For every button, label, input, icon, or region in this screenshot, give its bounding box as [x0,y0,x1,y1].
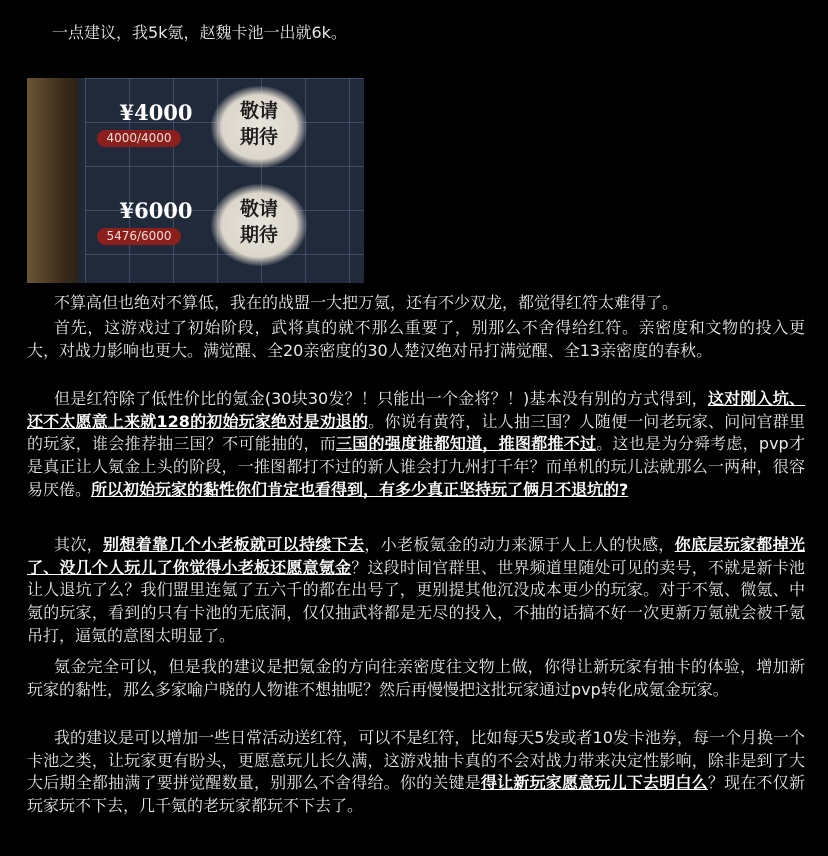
image-border-strip [27,78,78,283]
seal-line-1: 敬请 [239,100,278,122]
p3-emphasis-2: 三国的强度谁都知道，推图都推不过 [336,434,597,454]
p3-emphasis-1: 这对刚入坑、还不太愿意上来就128的初始玩家绝对是劝退的 [27,389,805,431]
p6-text: 我的建议是可以增加一些日常活动送红符，可以不是红符，比如每天5发或者10发卡池券，每一个月换一个卡池之类，让玩家更有盼头，更愿意玩儿长久满，这游戏抽卡真的不会对战力带来决定性影响，除非是到了大大后期全都抽满了要拼觉醒数量，别那么不舍得给。你的关键是 [27,728,805,793]
tier-progress-badge: 5476/6000 [97,228,181,245]
paragraph-6 [27,727,805,818]
p4-text: ，小老板氪金的动力来源于人上人的快感， [364,535,675,554]
tier-price: ¥6000 [119,198,193,223]
paragraph-1: 不算高但也绝对不算低，我在的战盟一大把万氪，还有不少双龙，都觉得红符太难得了。 [54,293,679,312]
seal-line-2: 期待 [239,126,278,148]
tier-progress-badge: 4000/4000 [97,130,181,147]
coming-soon-seal [211,184,307,266]
p4-text: ？这段时间官群里、世界频道里随处可见的卖号，不就是新卡池让人退坑了么？我们盟里连氪了五六千的都在出号了，更别提其他沉没成本更少的玩家。对于不氪、微氪、中氪的玩家，看到的只有卡池的无底洞，仅仅抽武将都是无尽的投入，不抽的话搞不好一次更新万氪就会被千氪吊打，逼氪的意图太明显了。 [27,557,805,645]
paragraph-2: 首先，这游戏过了初始阶段，武将真的就不那么重要了，别那么不舍得给红符。亲密度和文物的投入更大，对战力影响也更大。满觉醒、全20亲密度的30人楚汉绝对吊打满觉醒、全13亲密度的春秋。 [27,318,805,360]
seal-line-2: 期待 [239,224,278,246]
intro-line: 一点建议，我5k氪，赵魏卡池一出就6k。 [52,23,347,42]
tier-price: ¥4000 [119,100,193,125]
paragraph-5: 氪金完全可以，但是我的建议是把氪金的方向往亲密度往文物上做，你得让新玩家有抽卡的体验，增加新玩家的黏性，那么多家喻户晓的人物谁不想抽呢？然后再慢慢把这批玩家通过pvp转化成氪金玩家。 [27,657,805,699]
p6-text: ？现在不仅新玩家玩不下去，几千氪的老玩家都玩不下去了。 [27,773,805,816]
reward-tiers-image [27,78,364,283]
p3-text: 。这也是为分舜考虑，pvp才是真正让人氪金上头的阶段，一推图都打不过的新人谁会打九州打千年？而单机的玩儿法就那么一两种，很容易厌倦。 [27,434,805,499]
p4-emphasis-1: 别想着靠几个小老板就可以持续下去 [103,535,365,554]
reward-tier-1 [85,90,364,186]
seal-line-1: 敬请 [239,198,278,220]
p4-emphasis-2: 你底层玩家都掉光了、没几个人玩儿了你觉得小老板还愿意氪金 [27,535,805,577]
reward-tier-2 [85,188,364,283]
coming-soon-seal [211,86,307,168]
paragraph-3 [27,388,805,502]
p3-text: 。你说有黄符，让人抽三国？人随便一问老玩家、问问官群里的玩家，谁会推荐抽三国？不可能抽的，而 [27,411,805,454]
p6-emphasis: 得让新玩家愿意玩儿下去明白么 [480,773,708,793]
paragraph-4 [27,534,805,648]
p3-text: 但是红符除了低性价比的氪金(30块30发？！只能出一个金将？！)基本没有别的方式得到， [54,389,708,408]
p4-text: 其次， [54,535,103,554]
p3-emphasis-3: 所以初始玩家的黏性你们肯定也看得到，有多少真正坚持玩了俩月不退坑的? [91,479,629,499]
